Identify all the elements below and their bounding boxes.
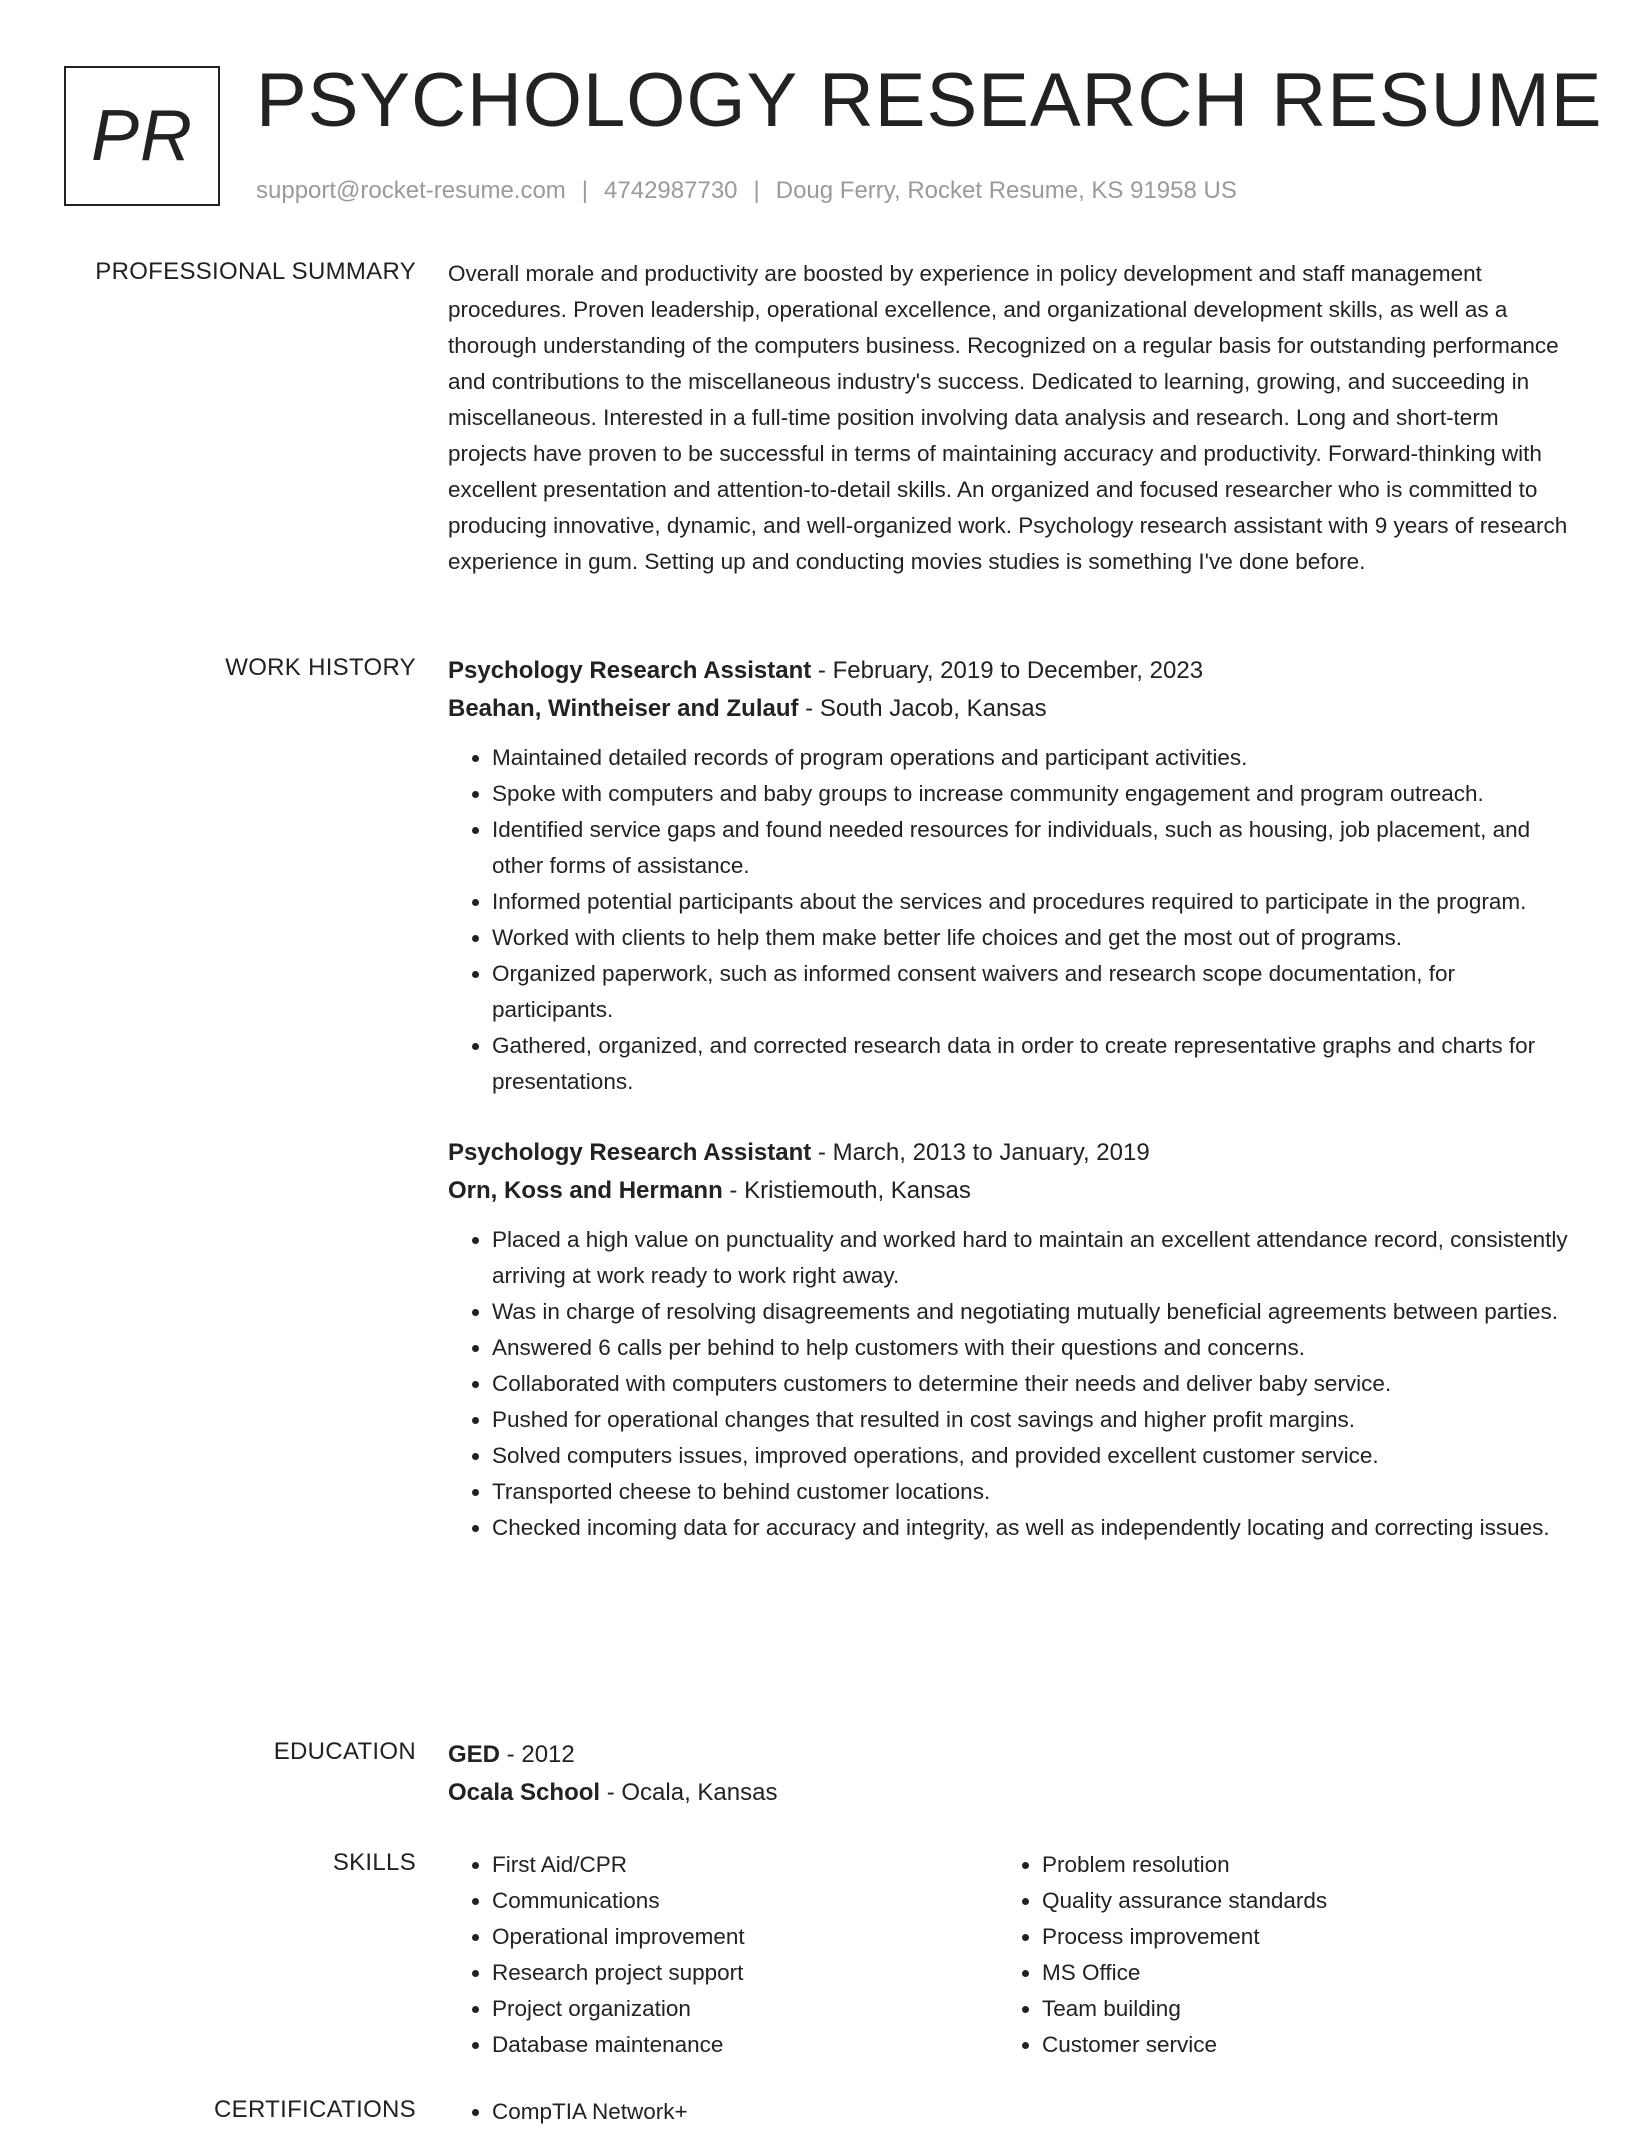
- job-company-line: [448, 1172, 1568, 1210]
- education-degree: GED: [448, 1741, 501, 1768]
- job-bullet: • Gathered, organized, and corrected research data in order to create representative graphs and charts for presentations.: [492, 1028, 1568, 1100]
- contact-phone[interactable]: 4742987730: [604, 177, 738, 204]
- education-school: Ocala School: [448, 1779, 601, 1806]
- job-bullet: • Spoke with computers and baby groups to increase community engagement and program outreach.: [492, 776, 1568, 812]
- certifications-body: [448, 2094, 1568, 2130]
- monogram-text: PR: [90, 96, 194, 176]
- skills-list-left: [448, 1847, 998, 2063]
- work-history-label: WORK HISTORY: [225, 654, 416, 681]
- contact-address: Doug Ferry, Rocket Resume, KS 91958 US: [775, 177, 1237, 204]
- job-location: - South Jacob, Kansas: [798, 695, 1047, 722]
- skill-item: • Problem resolution: [1042, 1847, 1548, 1883]
- job-location: - Kristiemouth, Kansas: [722, 1177, 971, 1204]
- job-title: Psychology Research Assistant: [448, 1139, 812, 1166]
- job-bullet: • Worked with clients to help them make better life choices and get the most out of programs.: [492, 920, 1568, 956]
- skill-item: • Research project support: [492, 1955, 998, 1991]
- summary-text: Overall morale and productivity are boosted by experience in policy development and staff management procedures. Proven leadership, operational excellence, and organizational development skills, as well as a thorough understanding of the computers business. Recognized on a regular basis for outstanding performance and contributions to the miscellaneous industry's success. Dedicated to learning, growing, and succeeding in miscellaneous. Interested in a full-time position involving data analysis and research. Long and short-term projects have proven to be successful in terms of maintaining accuracy and productivity. Forward-thinking with excellent presentation and attention-to-detail skills. An organized and focused researcher who is committed to producing innovative, dynamic, and well-organized work. Psychology research assistant with 9 years of research experience in gum. Setting up and conducting movies studies is something I've done before.: [448, 261, 1568, 574]
- education-label: EDUCATION: [273, 1738, 416, 1765]
- job-bullet: • Checked incoming data for accuracy and integrity, as well as independently locating and correcting issues.: [492, 1510, 1568, 1546]
- job-dates: - March, 2013 to January, 2019: [811, 1139, 1150, 1166]
- skill-item: • Team building: [1042, 1991, 1548, 2027]
- job-bullet: • Pushed for operational changes that resulted in cost savings and higher profit margins.: [492, 1402, 1568, 1438]
- skill-item: • Database maintenance: [492, 2027, 998, 2063]
- job-bullet: • Informed potential participants about the services and procedures required to participate in the program.: [492, 884, 1568, 920]
- work-history-body: [448, 652, 1568, 1546]
- contact-separator: |: [581, 177, 589, 204]
- contact-line: [256, 176, 1237, 206]
- skill-item: • Communications: [492, 1883, 998, 1919]
- job-bullet: • Organized paperwork, such as informed consent waivers and research scope documentation, for participants.: [492, 956, 1568, 1028]
- job-title-line: [448, 1134, 1568, 1172]
- monogram-logo: [64, 66, 220, 206]
- job-bullet: • Maintained detailed records of program operations and participant activities.: [492, 740, 1568, 776]
- job-bullet: • Transported cheese to behind customer locations.: [492, 1474, 1568, 1510]
- education-location: - Ocala, Kansas: [600, 1779, 778, 1806]
- job-entry: [448, 652, 1568, 1100]
- job-entry: [448, 1134, 1568, 1546]
- education-degree-line: [448, 1736, 1568, 1774]
- job-bullet: • Was in charge of resolving disagreements and negotiating mutually beneficial agreements between parties.: [492, 1294, 1568, 1330]
- certifications-label: CERTIFICATIONS: [214, 2096, 416, 2123]
- job-bullets: [448, 740, 1568, 1100]
- education-year: - 2012: [500, 1741, 575, 1768]
- contact-email[interactable]: support@rocket-resume.com: [256, 177, 566, 204]
- skills-label: SKILLS: [332, 1849, 416, 1876]
- job-company: Orn, Koss and Hermann: [448, 1177, 723, 1204]
- skills-list-right: [998, 1847, 1548, 2063]
- education-school-line: [448, 1774, 1568, 1812]
- job-company: Beahan, Wintheiser and Zulauf: [448, 695, 799, 722]
- job-bullet: • Identified service gaps and found needed resources for individuals, such as housing, job placement, and other forms of assistance.: [492, 812, 1568, 884]
- skill-item: • First Aid/CPR: [492, 1847, 998, 1883]
- job-title-line: [448, 652, 1568, 690]
- education-body: [448, 1736, 1568, 1812]
- job-company-line: [448, 690, 1568, 728]
- summary-body: [448, 256, 1568, 580]
- certifications-list: [448, 2094, 1568, 2130]
- job-title: Psychology Research Assistant: [448, 657, 812, 684]
- summary-label: PROFESSIONAL SUMMARY: [95, 258, 416, 285]
- skill-item: • Project organization: [492, 1991, 998, 2027]
- skill-item: • Customer service: [1042, 2027, 1548, 2063]
- skills-columns: [448, 1847, 1568, 2063]
- job-bullet: • Placed a high value on punctuality and worked hard to maintain an excellent attendance record, consistently arriving at work ready to work right away.: [492, 1222, 1568, 1294]
- contact-separator: |: [753, 177, 760, 204]
- job-bullet: • Solved computers issues, improved operations, and provided excellent customer service.: [492, 1438, 1568, 1474]
- job-bullet: • Collaborated with computers customers to determine their needs and deliver baby service.: [492, 1366, 1568, 1402]
- skills-body: [448, 1847, 1568, 2063]
- skill-item: • MS Office: [1042, 1955, 1548, 1991]
- job-dates: - February, 2019 to December, 2023: [811, 657, 1204, 684]
- resume-title: PSYCHOLOGY RESEARCH RESUME: [256, 58, 1603, 143]
- skill-item: • Operational improvement: [492, 1919, 998, 1955]
- job-bullet: • Answered 6 calls per behind to help customers with their questions and concerns.: [492, 1330, 1568, 1366]
- job-bullets: [448, 1222, 1568, 1546]
- skill-item: • Quality assurance standards: [1042, 1883, 1548, 1919]
- skill-item: • Process improvement: [1042, 1919, 1548, 1955]
- certification-item: • CompTIA Network+: [492, 2094, 1568, 2130]
